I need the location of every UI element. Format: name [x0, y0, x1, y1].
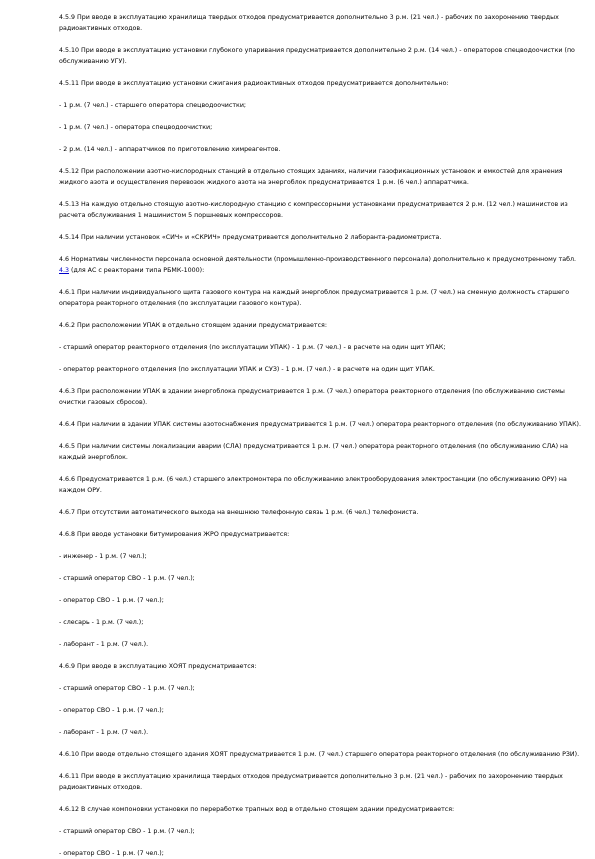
list-item: - 1 р.м. (7 чел.) - оператора спецводоочистки;	[59, 124, 213, 131]
list-item: - старший оператор СВО - 1 р.м. (7 чел.);	[59, 828, 195, 835]
paragraph-4-6-7: 4.6.7 При отсутствии автоматического выхода на внешнюю телефонную связь 1 р.м. (6 чел.) телефониста.	[59, 509, 419, 516]
list-item: - старший оператор СВО - 1 р.м. (7 чел.);	[59, 575, 195, 582]
paragraph-4-6-10: 4.6.10 При вводе отдельно стоящего здания ХОЯТ предусматривается 1 р.м. (7 чел.) старшего оператора реакторного отделения (по обслуживанию РЗИ).	[59, 751, 580, 758]
list-item: - оператор реакторного отделения (по эксплуатации УПАК и СУЗ) - 1 р.м. (7 чел.) - в расчете на один щит УПАК.	[59, 366, 435, 373]
list-item: - 2 р.м. (14 чел.) - аппаратчиков по приготовлению химреагентов.	[59, 146, 281, 153]
paragraph-4-5-12: 4.5.12 При расположении азотно-кислородных станций в отдельно стоящих зданиях, наличии газофикационных установок и емкостей для хранения жидкого азота и осуществления перевозок жидкого азота на энергоблок предусматривается 1 р.м. (6 чел.) аппаратчика.	[59, 168, 563, 186]
list-item: - оператор СВО - 1 р.м. (7 чел.);	[59, 597, 164, 604]
paragraph-4-6-11: 4.6.11 При вводе в эксплуатацию хранилища твердых отходов предусматривается дополнительно 3 р.м. (21 чел.) - рабочих по захоронению твердых радиоактивных отходов.	[59, 773, 563, 791]
paragraph-4-6-text: 4.6 Нормативы численности персонала основной деятельности (промышленно-производственного персонала) дополнительно к предусмотренному табл.	[59, 256, 577, 263]
list-item: - оператор СВО - 1 р.м. (7 чел.);	[59, 850, 164, 857]
document-body	[59, 12, 581, 859]
list-item: - старший оператор реакторного отделения (по эксплуатации УПАК) - 1 р.м. (7 чел.) - в расчете на один щит УПАК;	[59, 344, 446, 351]
paragraph-4-5-13: 4.5.13 На каждую отдельно стоящую азотно-кислородную станцию с компрессорными установками предусматривается 2 р.м. (12 чел.) машинистов из расчета обслуживания 1 машинистом 5 поршневых компрессоров.	[59, 201, 568, 219]
paragraph-4-6-2: 4.6.2 При расположении УПАК в отдельно стоящем здании предусматривается:	[59, 322, 327, 329]
paragraph-4-6-3: 4.6.3 При расположении УПАК в здании энергоблока предусматривается 1 р.м. (7 чел.) оператора реакторного отделения (по обслуживанию системы очистки газовых сбросов).	[59, 388, 565, 406]
paragraph-4-5-9: 4.5.9 При вводе в эксплуатацию хранилища твердых отходов предусматривается дополнительно 3 р.м. (21 чел.) - рабочих по захоронению твердых радиоактивных отходов.	[59, 14, 559, 32]
paragraph-4-6-8: 4.6.8 При вводе установки битумирования ЖРО предусматривается:	[59, 531, 290, 538]
paragraph-4-5-11: 4.5.11 При вводе в эксплуатацию установки сжигания радиоактивных отходов предусматривается дополнительно:	[59, 80, 449, 87]
paragraph-4-6-1: 4.6.1 При наличии индивидуального щита газового контура на каждый энергоблок предусматривается 1 р.м. (7 чел.) на сменную должность старшего оператора реакторного отделения (по эксплуатации газового контура).	[59, 289, 570, 307]
list-item: - слесарь - 1 р.м. (7 чел.);	[59, 619, 144, 626]
list-item: - оператор СВО - 1 р.м. (7 чел.);	[59, 707, 164, 714]
paragraph-4-6-4: 4.6.4 При наличии в здании УПАК системы азотоснабжения предусматривается 1 р.м. (7 чел.) оператора реакторного отделения (по обслуживанию УПАК).	[59, 421, 582, 428]
list-item: - инженер - 1 р.м. (7 чел.);	[59, 553, 147, 560]
paragraph-4-5-14: 4.5.14 При наличии установок «СИЧ» и «СКРИЧ» предусматривается дополнительно 2 лаборанта-радиометриста.	[59, 234, 442, 241]
paragraph-4-6-9: 4.6.9 При вводе в эксплуатацию ХОЯТ предусматривается:	[59, 663, 257, 670]
list-item: - лаборант - 1 р.м. (7 чел.).	[59, 729, 149, 736]
list-item: - лаборант - 1 р.м. (7 чел.).	[59, 641, 149, 648]
paragraph-4-5-10: 4.5.10 При вводе в эксплуатацию установки глубокого упаривания предусматривается дополнительно 2 р.м. (14 чел.) - операторов спецводоочистки (по обслуживанию УГУ).	[59, 47, 575, 65]
list-item: - 1 р.м. (7 чел.) - старшего оператора спецводоочистки;	[59, 102, 247, 109]
paragraph-4-6-6: 4.6.6 Предусматривается 1 р.м. (6 чел.) старшего электромонтера по обслуживанию электрооборудования электростанции (по обслуживанию ОРУ) на каждом ОРУ.	[59, 476, 567, 494]
paragraph-4-6-12: 4.6.12 В случае компоновки установки по переработке трапных вод в отдельно стоящем здании предусматривается:	[59, 806, 455, 813]
paragraph-4-6	[59, 254, 581, 276]
paragraph-4-6-text-after: (для АС с реакторами типа РБМК-1000):	[69, 267, 205, 274]
table-4-3-link[interactable]: 4.3	[59, 267, 70, 274]
list-item: - старший оператор СВО - 1 р.м. (7 чел.);	[59, 685, 195, 692]
paragraph-4-6-5: 4.6.5 При наличии системы локализации аварии (СЛА) предусматривается 1 р.м. (7 чел.) оператора реакторного отделения (по обслуживанию СЛА) на каждый энергоблок.	[59, 443, 568, 461]
